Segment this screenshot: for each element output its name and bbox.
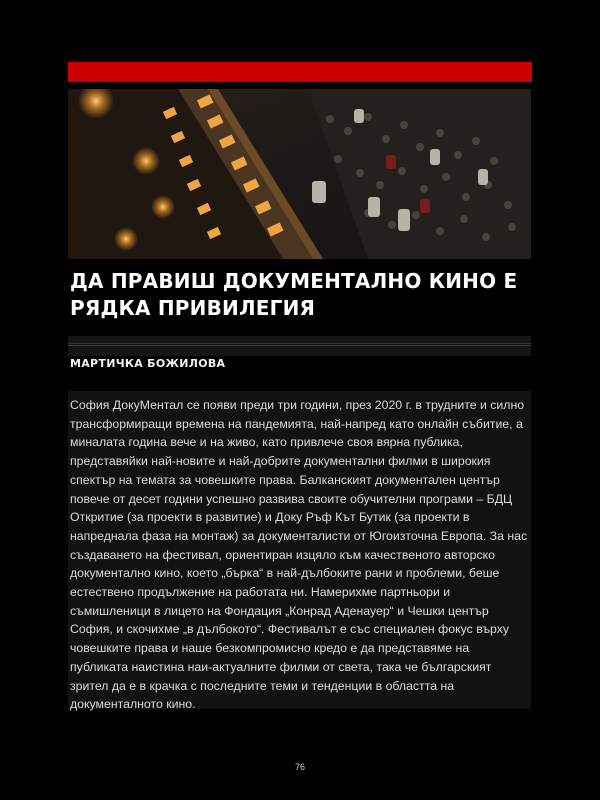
page-number: 76 xyxy=(294,762,305,772)
photo-illustration xyxy=(68,89,531,259)
headline-divider xyxy=(68,336,531,356)
divider-red-line xyxy=(68,343,531,344)
article-author: МАРТИЧКА БОЖИЛОВА xyxy=(70,357,226,370)
festival-audience-photo xyxy=(68,89,531,259)
article-body: София ДокуМентал се появи преди три години, през 2020 г. в трудните и силно трансформиращи времена на пандемията, най-напред като онлайн събитие, а миналата година вече и на живо, като привлече своя вярна публика, представяйки най-новите и най-добрите документални филми в широкия спектър на темата за човешките права. Балканският документален център повече от десет години успешно развива своите обучителни програми – БДЦ Откритие (за проекти в развитие) и Доку Ръф Кът Бутик (за проекти в напреднала фаза на монтаж) за документалисти от Югоизточна Европа. За нас създаването на фестивал, ориентиран изцяло към качественото авторско документално кино, което „бърка“ в най-дълбоките рани и проблеми, беше естествено продължение на работата ни. Намерихме партньори и съмишленици в лицето на Фондация „Конрад Аденауер“ и Чешки център София, и скочихме „в дълбокото“. Фестивалът е със специален фокус върху човешките права и наше безкомпромисно кредо е да представяме на публиката наистина наи-актуалните филми от света, така че българският зрител да е в крачка с последните теми и тенденции в областта на документалното кино. xyxy=(70,398,528,712)
article-headline: ДА ПРАВИШ ДОКУМЕНТАЛНО КИНО Е РЯДКА ПРИВИЛЕГИЯ xyxy=(70,269,518,320)
header-red-bar xyxy=(68,62,532,82)
divider-grey-line xyxy=(68,345,531,346)
